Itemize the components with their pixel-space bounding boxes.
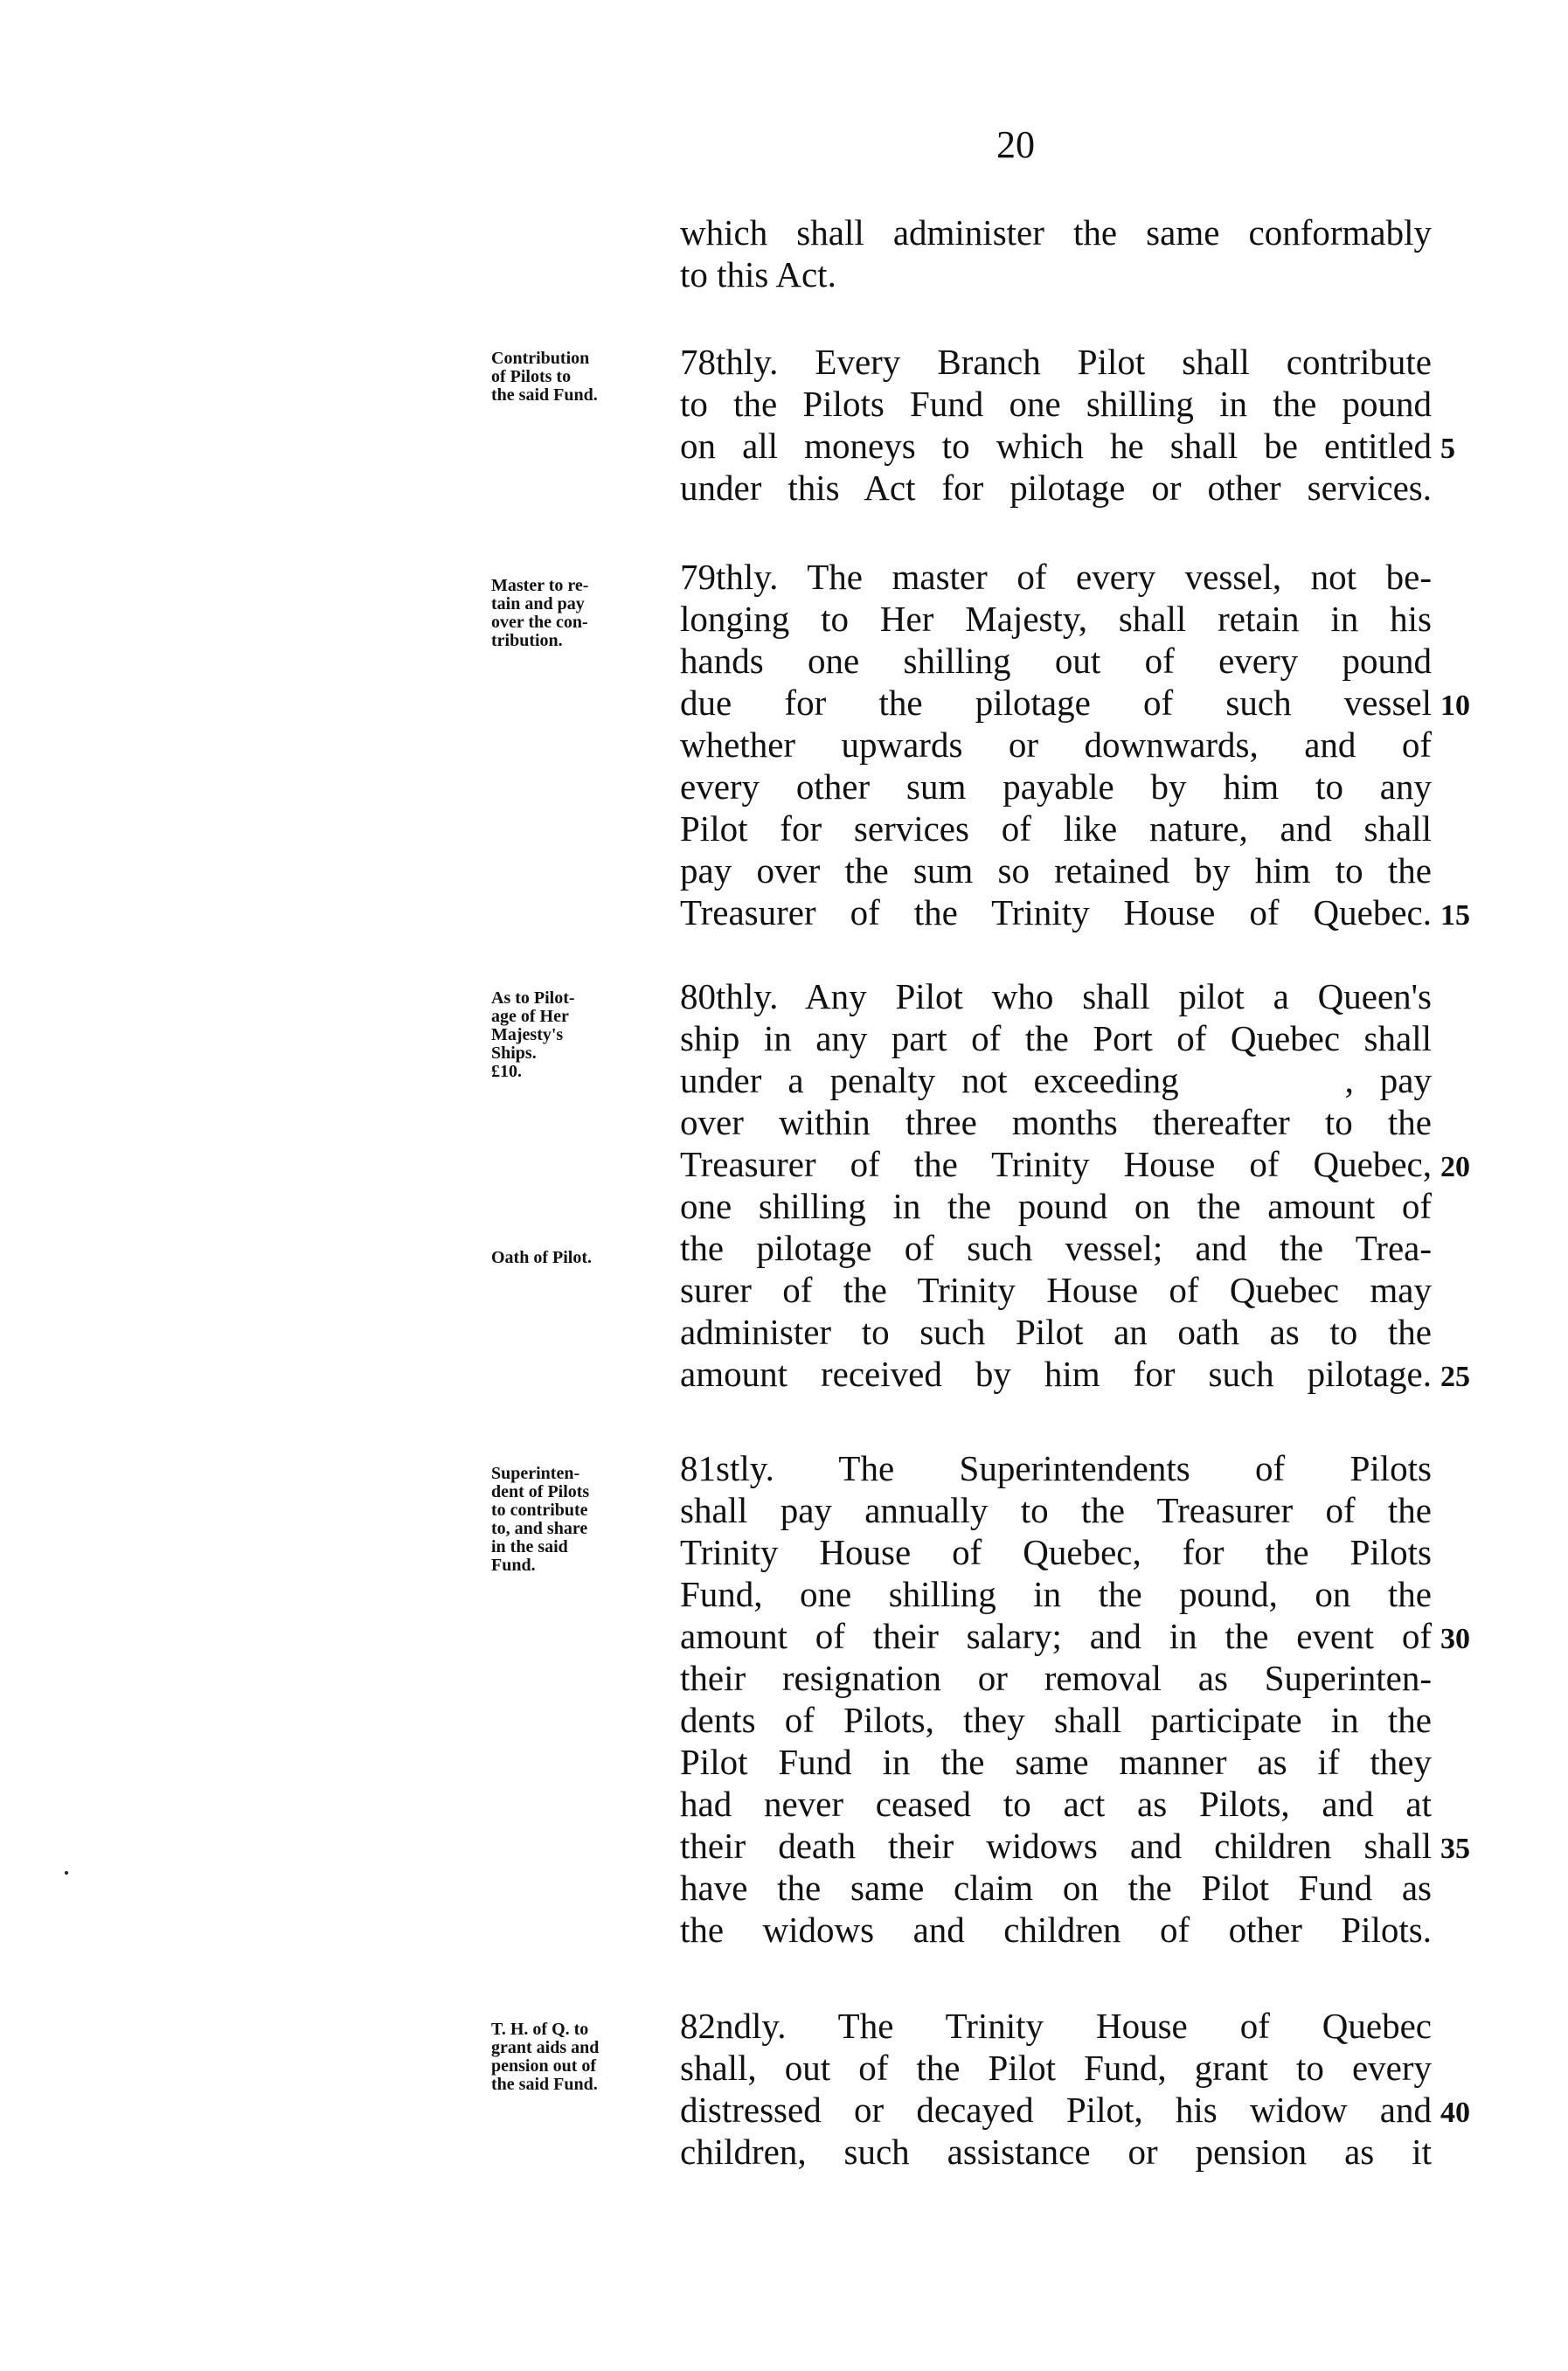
body-line: distressed or decayed Pilot, his widow and	[680, 2090, 1432, 2130]
margin-note-line: grant aids and	[491, 2038, 600, 2057]
body-line: 79thly. The master of every vessel, not be-	[680, 557, 1432, 597]
body-line: longing to Her Majesty, shall retain in his	[680, 599, 1432, 639]
body-line: over within three months thereafter to the	[680, 1102, 1432, 1142]
margin-note-line: pension out of	[491, 2056, 597, 2076]
margin-note-line: the said Fund.	[491, 2075, 598, 2094]
margin-note-line: tain and pay	[491, 594, 585, 614]
margin-note-line: Contribution	[491, 349, 590, 368]
body-line: Trinity House of Quebec, for the Pilots	[680, 1532, 1432, 1572]
body-line: Treasurer of the Trinity House of Quebec,	[680, 1144, 1432, 1184]
margin-note	[491, 350, 666, 405]
page-number: 20	[996, 123, 1035, 166]
body-line: their resignation or removal as Superinten-	[680, 1658, 1432, 1698]
margin-note	[491, 989, 666, 1081]
scan-speck	[65, 1871, 68, 1875]
margin-note	[491, 577, 666, 650]
margin-note-line: Superinten-	[491, 1464, 580, 1483]
body-line: shall pay annually to the Treasurer of the	[680, 1490, 1432, 1530]
body-line: 81stly. The Superintendents of Pilots	[680, 1448, 1432, 1488]
body-line: amount received by him for such pilotage.	[680, 1354, 1432, 1394]
body-line: administer to such Pilot an oath as to the	[680, 1312, 1432, 1352]
body-line: whether upwards or downwards, and of	[680, 724, 1432, 765]
body-line: Pilot Fund in the same manner as if they	[680, 1742, 1432, 1782]
margin-note-line: over the con-	[491, 613, 588, 632]
body-line: amount of their salary; and in the event of	[680, 1616, 1432, 1656]
body-line: to the Pilots Fund one shilling in the pound	[680, 384, 1432, 424]
margin-note	[491, 2021, 666, 2094]
body-line: every other sum payable by him to any	[680, 766, 1432, 807]
line-number: 40	[1440, 2097, 1470, 2129]
body-line: ship in any part of the Port of Quebec shall	[680, 1018, 1432, 1058]
margin-note	[491, 1465, 666, 1575]
line-number: 25	[1440, 1361, 1470, 1393]
body-line: shall, out of the Pilot Fund, grant to every	[680, 2048, 1432, 2088]
body-line: Treasurer of the Trinity House of Quebec.	[680, 892, 1432, 932]
margin-note-line: the said Fund.	[491, 385, 598, 405]
margin-note-line: Ships.	[491, 1043, 537, 1063]
margin-note-line: Majesty's	[491, 1025, 564, 1044]
body-line: surer of the Trinity House of Quebec may	[680, 1270, 1432, 1310]
penalty-text: under a penalty not exceeding	[680, 1060, 1179, 1100]
margin-note-line: in the said	[491, 1537, 568, 1556]
body-line: the widows and children of other Pilots.	[680, 1910, 1432, 1950]
body-line: dents of Pilots, they shall participate in the	[680, 1700, 1432, 1740]
body-line: pay over the sum so retained by him to the	[680, 850, 1432, 891]
margin-note-line: £10.	[491, 1062, 522, 1081]
line-number: 30	[1440, 1623, 1470, 1655]
body-line: had never ceased to act as Pilots, and at	[680, 1784, 1432, 1824]
body-line: hands one shilling out of every pound	[680, 641, 1432, 681]
margin-note-line: age of Her	[491, 1007, 569, 1026]
margin-note-line: Fund.	[491, 1556, 536, 1575]
line-number: 10	[1440, 690, 1470, 722]
body-line: to this Act.	[680, 254, 836, 295]
margin-note-line: tribution.	[491, 631, 563, 650]
margin-note-line: T. H. of Q. to	[491, 2020, 589, 2039]
margin-note-oath	[491, 1249, 666, 1267]
margin-note-line: to, and share	[491, 1519, 588, 1538]
body-line: the pilotage of such vessel; and the Trea-	[680, 1228, 1432, 1268]
body-line: 78thly. Every Branch Pilot shall contribute	[680, 342, 1432, 382]
body-line: under this Act for pilotage or other services.	[680, 468, 1432, 508]
body-line: Fund, one shilling in the pound, on the	[680, 1574, 1432, 1614]
body-line: Pilot for services of like nature, and shall	[680, 808, 1432, 849]
margin-note-line: Master to re-	[491, 576, 589, 595]
line-number: 5	[1440, 433, 1455, 465]
margin-note-line: dent of Pilots	[491, 1482, 590, 1501]
margin-note-line: of Pilots to	[491, 367, 572, 386]
body-line: on all moneys to which he shall be entitled	[680, 426, 1432, 466]
body-line: one shilling in the pound on the amount of	[680, 1186, 1432, 1226]
margin-note-line: Oath of Pilot.	[491, 1248, 592, 1267]
body-line: due for the pilotage of such vessel	[680, 683, 1432, 723]
line-number: 35	[1440, 1833, 1470, 1865]
margin-note-line: As to Pilot-	[491, 988, 575, 1008]
body-line: their death their widows and children shall	[680, 1826, 1432, 1866]
line-number: 15	[1440, 899, 1470, 932]
body-line	[680, 1059, 1432, 1101]
penalty-tail: , pay	[1344, 1060, 1433, 1100]
body-line: have the same claim on the Pilot Fund as	[680, 1868, 1432, 1908]
body-line: 80thly. Any Pilot who shall pilot a Queen's	[680, 976, 1432, 1016]
line-number: 20	[1440, 1151, 1470, 1183]
body-line: 82ndly. The Trinity House of Quebec	[680, 2006, 1432, 2046]
body-line: children, such assistance or pension as it	[680, 2132, 1432, 2172]
margin-note-line: to contribute	[491, 1501, 588, 1520]
body-line: which shall administer the same conformably	[680, 212, 1432, 253]
